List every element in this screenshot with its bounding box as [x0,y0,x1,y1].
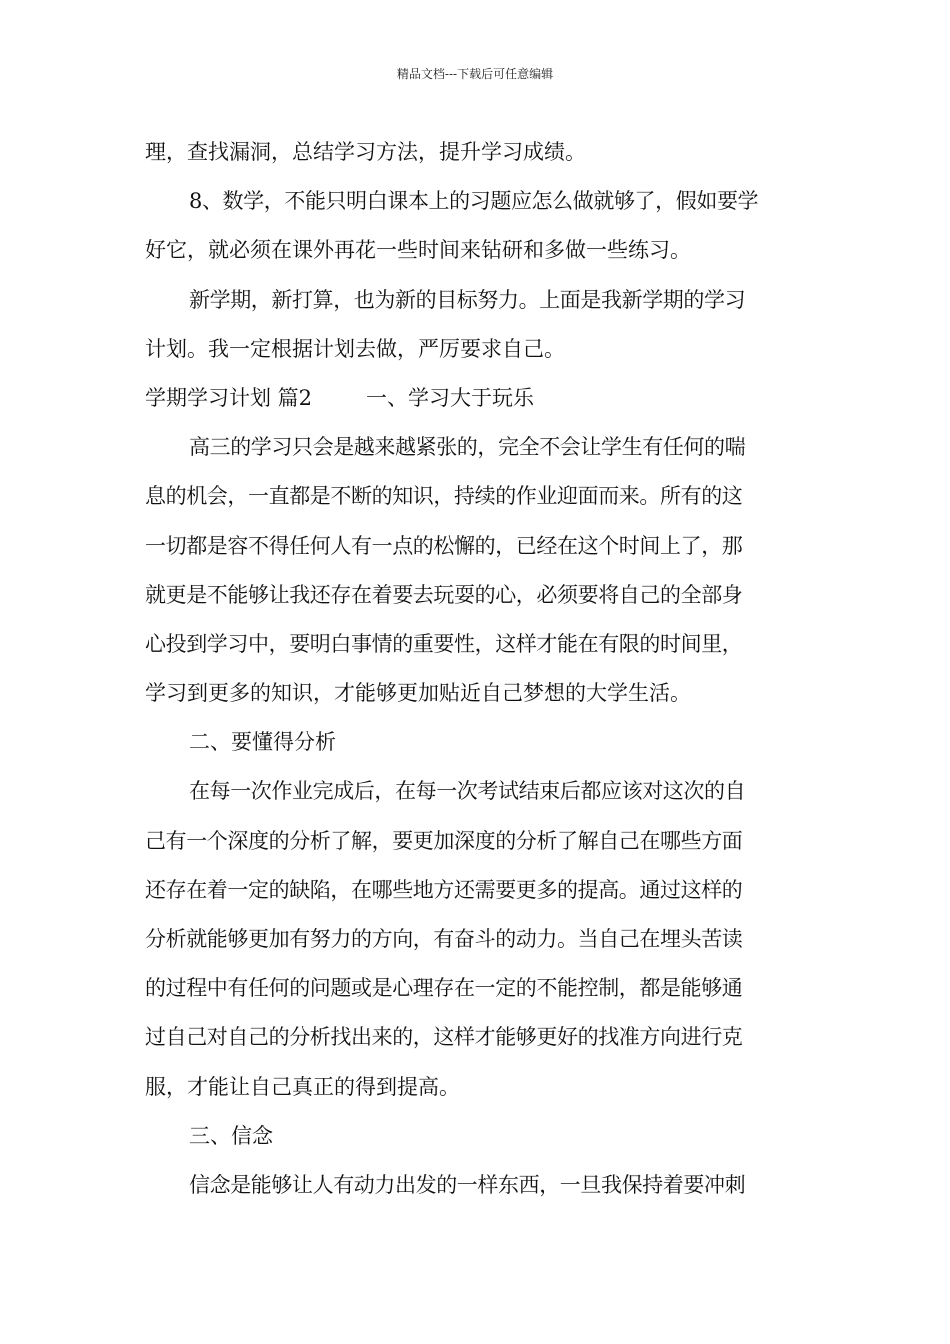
section-title: 学期学习计划 篇2 [145,385,313,410]
text-line: 己有一个深度的分析了解，要更加深度的分析了解自己在哪些方面 [145,828,743,853]
text-line: 分析就能够更加有努力的方向，有奋斗的动力。当自己在埋头苦读 [145,927,743,951]
text-line: 计划。我一定根据计划去做，严厉要求自己。 [145,336,565,361]
text-line: 理，查找漏洞，总结学习方法，提升学习成绩。 [145,140,586,164]
section-heading-line [145,374,810,423]
subsection-heading: 一、学习大于玩乐 [366,385,535,410]
subsection-heading: 三、信念 [189,1123,273,1148]
text-line: 还存在着一定的缺陷，在哪些地方还需要更多的提高。通过这样的 [145,877,743,902]
text-line: 的过程中有任何的问题或是心理存在一定的不能控制，都是能够通 [145,976,743,1001]
text-line: 过自己对自己的分析找出来的，这样才能够更好的找准方向进行克 [145,1025,743,1050]
document-body [145,128,810,1210]
text-line: 心投到学习中，要明白事情的重要性，这样才能在有限的时间里， [145,631,743,656]
text-line: 高三的学习只会是越来越紧张的，完全不会让学生有任何的喘 [189,435,746,460]
text-line: 在每一次作业完成后，在每一次考试结束后都应该对这次的自 [189,779,746,804]
text-line: 学习到更多的知识，才能够更加贴近自己梦想的大学生活。 [145,681,691,706]
text-line: 好它，就必须在课外再花一些时间来钻研和多做一些练习。 [145,238,691,263]
text-line: 一切都是容不得任何人有一点的松懈的，已经在这个时间上了，那 [145,533,743,558]
text-line: 新学期，新打算，也为新的目标努力。上面是我新学期的学习 [189,287,746,312]
text-line: 息的机会，一直都是不断的知识，持续的作业迎面而来。所有的这 [145,484,743,509]
page-header: 精品文档---下载后可任意编辑 [396,67,554,81]
text-line: 就更是不能够让我还存在着要去玩耍的心，必须要将自己的全部身 [145,582,743,607]
text-line: 信念是能够让人有动力出发的一样东西，一旦我保持着要冲刺 [189,1172,746,1197]
subsection-heading: 二、要懂得分析 [189,730,336,755]
text-line: 8、数学，不能只明白课本上的习题应怎么做就够了，假如要学 [189,189,759,214]
text-line: 服，才能让自己真正的得到提高。 [145,1074,460,1099]
